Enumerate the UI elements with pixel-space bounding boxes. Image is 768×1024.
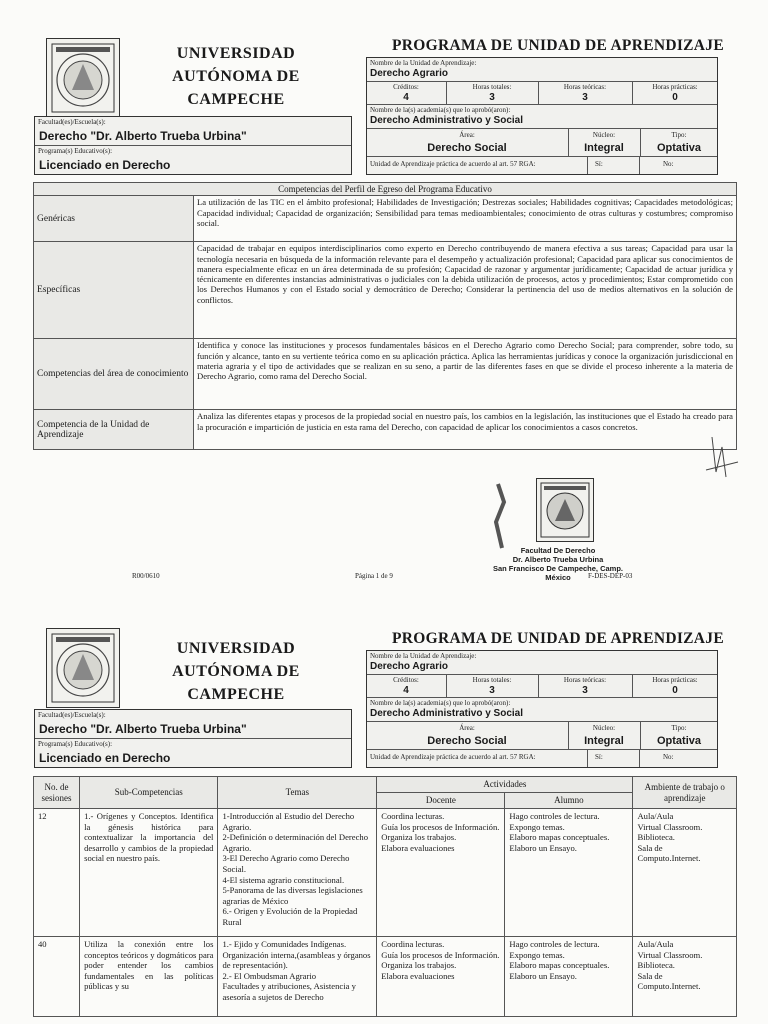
tema-item: Facultades y atribuciones, Asistencia y asesoría a sujetos de Derecho	[222, 981, 356, 1002]
tema-item: 2-Definición o determinación del Derecho Agrario.	[222, 832, 369, 853]
unit-info-box	[366, 650, 718, 768]
unit-name: Derecho Agrario	[370, 68, 448, 79]
program-title: PROGRAMA DE UNIDAD DE APRENDIZAJE	[392, 37, 724, 54]
university-seal	[46, 628, 120, 708]
docente-item: Guía los procesos de Información.	[381, 821, 500, 832]
alumno-item: Elaboro un Ensayo.	[509, 842, 577, 853]
competencia-text: Identifica y conoce las instituciones y procesos fundamentales básicos en el Derecho Agrario como Derecho Social; para comprender, sobre todo, su función y alcance, tanto en su vertiente teórica como en su aplicación práctica. Aplica las herramientas jurídicas y conoce la organización jurisdiccional en materia agraria y el tipo de actividades que se realizan en su seno, a partir de las diferentes fases en que se divide el proceso inherente a la materia de Derecho Agrario, como rama del Derecho Social.	[194, 339, 737, 410]
ambiente-item: Virtual Classroom.	[637, 949, 703, 960]
university-name	[160, 637, 312, 706]
stamp-line: Dr. Alberto Trueba Urbina	[512, 555, 604, 564]
competencia-label: Específicas	[34, 242, 194, 339]
university-line-3: CAMPECHE	[187, 91, 285, 108]
header-actividades: Actividades	[377, 777, 633, 793]
program-title: PROGRAMA DE UNIDAD DE APRENDIZAJE	[392, 630, 724, 647]
no-label: No:	[663, 160, 674, 168]
practica-label: Unidad de Aprendizaje práctica de acuerdo al art. 57 RGA:	[370, 160, 536, 168]
horas-totales-label: Horas totales:	[472, 83, 512, 91]
horas-teoricas-label: Horas teóricas:	[563, 676, 607, 684]
tema-item: 5-Panorama de las diversas legislaciones agrarias de México	[222, 885, 363, 906]
academia-value: Derecho Administrativo y Social	[370, 115, 524, 126]
university-line-2: AUTÓNOMA DE	[172, 663, 300, 680]
area-value: Derecho Social	[427, 735, 507, 747]
horas-totales-label: Horas totales:	[472, 676, 512, 684]
university-name	[160, 42, 312, 111]
header-subcomp: Sub-Competencias	[80, 777, 218, 809]
unit-name-label: Nombre de la Unidad de Aprendizaje:	[370, 652, 477, 660]
area-label: Área:	[459, 724, 475, 732]
competencia-text: La utilización de las TIC en el ámbito profesional; Habilidades de Investigación; Destrezas sociales; Habilidades cognitivas; Capacidades metodológicas; Capacidad individual; Capacidad de organización; Sensibilidad para temas medioambientales; conocimiento de otras culturas y costumbres; compromiso social.	[194, 196, 737, 242]
row-subcomp: Utiliza la conexión entre los conceptos teóricos y dogmáticos para poder entender los cambios fundamentales en las políticas públicas y su	[80, 937, 218, 1017]
horas-practicas-value: 0	[672, 92, 678, 103]
university-line-3: CAMPECHE	[187, 686, 285, 703]
programa-value: Licenciado en Derecho	[39, 158, 171, 172]
competencias-title: Competencias del Perfil de Egreso del Programa Educativo	[34, 183, 737, 196]
horas-practicas-label: Horas prácticas:	[652, 676, 698, 684]
docente-item: Organiza los trabajos.	[381, 960, 457, 971]
tema-item: 2.- El Ombudsman Agrario	[222, 970, 317, 981]
row-sessions: 40	[34, 937, 80, 1017]
academia-label: Nombre de la(s) academia(s) que lo aprobó(aron):	[370, 699, 511, 707]
ambiente-item: Biblioteca.	[637, 832, 675, 843]
tipo-label: Tipo:	[671, 131, 687, 139]
footer-left: R00/0610	[132, 572, 160, 580]
row-docente	[377, 937, 505, 1017]
programa-value: Licenciado en Derecho	[39, 751, 171, 765]
footer-right: F-DES-DEP-03	[588, 572, 633, 580]
seal-emblem-icon	[50, 42, 116, 114]
stamp-line: México	[545, 573, 571, 582]
university-seal	[46, 38, 120, 118]
tipo-label: Tipo:	[671, 724, 687, 732]
area-value: Derecho Social	[427, 142, 507, 154]
stamp-line: San Francisco De Campeche, Camp.	[492, 564, 624, 573]
competencia-text: Capacidad de trabajar en equipos interdisciplinarios como experto en Derecho contribuyendo de manera efectiva a sus tareas; Capacidad para usar la tecnología necesaria en búsqueda de la información relevante para el desempeño y actualización profesional; Capacidad para aplicar sus conocimientos de manera especialmente eficaz en un área determinada de su profesión; Capacidad de razonar y argumentar jurídicamente; Capacidad de actuar jurídica y técnicamente en diferentes instancias administrativas o judiciales con la debida utilización de procesos, actos y procedimientos; Estar comprometido con los Derechos Humanos y con el Estado social y democrático de Derecho; Considerar la pertinencia del uso de medios alternativos en la solución de conflictos.	[194, 242, 737, 339]
docente-item: Elabora evaluaciones	[381, 842, 455, 853]
academia-label: Nombre de la(s) academia(s) que lo aprobó(aron):	[370, 106, 511, 114]
alumno-item: Elaboro mapas conceptuales.	[509, 960, 610, 971]
tipo-value: Optativa	[656, 735, 701, 747]
si-label: Sí:	[595, 160, 603, 168]
horas-teoricas-value: 3	[582, 92, 588, 103]
nucleo-label: Núcleo:	[592, 131, 616, 139]
competencia-label: Competencia de la Unidad de Aprendizaje	[34, 410, 194, 450]
stamp-line: Facultad De Derecho	[520, 546, 596, 555]
creditos-value: 4	[403, 685, 409, 696]
alumno-item: Expongo temas.	[509, 949, 565, 960]
competencia-label: Competencias del área de conocimiento	[34, 339, 194, 410]
programa-label: Programa(s) Educativo(s):	[38, 740, 113, 748]
facultad-value: Derecho "Dr. Alberto Trueba Urbina"	[39, 722, 247, 736]
ambiente-item: Sala de	[637, 970, 663, 981]
facultad-label: Facultad(es)/Escuela(s):	[38, 711, 106, 719]
nucleo-label: Núcleo:	[592, 724, 616, 732]
ambiente-item: Computo.Internet.	[637, 853, 701, 864]
faculty-box	[34, 116, 352, 175]
ambiente-item: Sala de	[637, 842, 663, 853]
nucleo-value: Integral	[584, 735, 624, 747]
si-label: Sí:	[595, 753, 603, 761]
footer-center: Página 1 de 9	[355, 572, 393, 580]
university-line-1: UNIVERSIDAD	[176, 640, 296, 657]
row-subcomp: 1.- Orígenes y Conceptos. Identifica la génesis histórica para contextualizar la importancia del desarrollo y cambios de la propiedad social en nuestro país.	[80, 809, 218, 937]
ambiente-item: Biblioteca.	[637, 960, 675, 971]
creditos-label: Créditos:	[393, 676, 419, 684]
competencia-text: Analiza las diferentes etapas y procesos de la propiedad social en nuestro país, los cambios en la legislación, las instituciones que el Estado ha creado para la procuración e impartición de justicia en esta rama del Derecho, con capacidad de aplicar los conocimientos a casos concretos.	[194, 410, 737, 450]
row-docente	[377, 809, 505, 937]
horas-practicas-label: Horas prácticas:	[652, 83, 698, 91]
row-temas	[218, 937, 377, 1017]
header-alumno: Alumno	[505, 793, 633, 809]
faculty-box	[34, 709, 352, 768]
row-alumno	[505, 809, 633, 937]
header-temas: Temas	[218, 777, 377, 809]
stamp-emblem-icon	[539, 481, 591, 539]
academia-value: Derecho Administrativo y Social	[370, 708, 524, 719]
unit-name: Derecho Agrario	[370, 661, 448, 672]
header-sessions: No. de sesiones	[34, 777, 80, 809]
horas-teoricas-value: 3	[582, 685, 588, 696]
ambiente-item: Aula/Aula	[637, 939, 674, 949]
competencia-label: Genéricas	[34, 196, 194, 242]
tema-item: Organización interna,(asambleas y órganos de representación).	[222, 949, 371, 971]
facultad-label: Facultad(es)/Escuela(s):	[38, 118, 106, 126]
tema-item: 6.- Origen y Evolución de la Propiedad Rural	[222, 906, 358, 927]
docente-item: Organiza los trabajos.	[381, 832, 457, 843]
programa-label: Programa(s) Educativo(s):	[38, 147, 113, 155]
tema-item: 1.- Ejido y Comunidades Indígenas.	[222, 939, 347, 949]
ambiente-item: Virtual Classroom.	[637, 821, 703, 832]
practica-label: Unidad de Aprendizaje práctica de acuerdo al art. 57 RGA:	[370, 753, 536, 761]
row-ambiente	[633, 809, 737, 937]
alumno-item: Hago controles de lectura.	[509, 811, 600, 821]
docente-item: Coordina lecturas.	[381, 811, 445, 821]
alumno-item: Elaboro mapas conceptuales.	[509, 832, 610, 843]
faculty-stamp	[488, 478, 628, 582]
creditos-label: Créditos:	[393, 83, 419, 91]
creditos-value: 4	[403, 92, 409, 103]
university-line-2: AUTÓNOMA DE	[172, 68, 300, 85]
seal-emblem-icon	[50, 632, 116, 704]
row-ambiente	[633, 937, 737, 1017]
alumno-item: Expongo temas.	[509, 821, 565, 832]
horas-totales-value: 3	[489, 685, 495, 696]
docente-item: Guía los procesos de Información.	[381, 949, 500, 960]
table-row	[34, 809, 737, 937]
signature-mark-icon	[702, 432, 742, 482]
tema-item: 4-El sistema agrario constitucional.	[222, 874, 345, 885]
header-docente: Docente	[377, 793, 505, 809]
horas-practicas-value: 0	[672, 685, 678, 696]
horas-teoricas-label: Horas teóricas:	[563, 83, 607, 91]
tema-item: 1-Introducción al Estudio del Derecho Agrario.	[222, 811, 355, 832]
row-sessions: 12	[34, 809, 80, 937]
docente-item: Coordina lecturas.	[381, 939, 445, 949]
tema-item: 3-El Derecho Agrario como Derecho Social.	[222, 853, 350, 874]
ambiente-item: Aula/Aula	[637, 811, 674, 821]
alumno-item: Elaboro un Ensayo.	[509, 970, 577, 981]
alumno-item: Hago controles de lectura.	[509, 939, 600, 949]
area-label: Área:	[459, 131, 475, 139]
sessions-table	[33, 776, 737, 1017]
tipo-value: Optativa	[656, 142, 701, 154]
table-row	[34, 937, 737, 1017]
unit-info-box	[366, 57, 718, 175]
facultad-value: Derecho "Dr. Alberto Trueba Urbina"	[39, 129, 247, 143]
row-alumno	[505, 937, 633, 1017]
header-ambiente: Ambiente de trabajo o aprendizaje	[633, 777, 737, 809]
ambiente-item: Computo.Internet.	[637, 981, 701, 992]
row-temas	[218, 809, 377, 937]
no-label: No:	[663, 753, 674, 761]
unit-name-label: Nombre de la Unidad de Aprendizaje:	[370, 59, 477, 67]
docente-item: Elabora evaluaciones	[381, 970, 455, 981]
competencias-table	[33, 182, 737, 450]
university-line-1: UNIVERSIDAD	[176, 45, 296, 62]
stamp-smudge-icon	[488, 482, 510, 552]
stamp-seal	[536, 478, 594, 542]
horas-totales-value: 3	[489, 92, 495, 103]
nucleo-value: Integral	[584, 142, 624, 154]
